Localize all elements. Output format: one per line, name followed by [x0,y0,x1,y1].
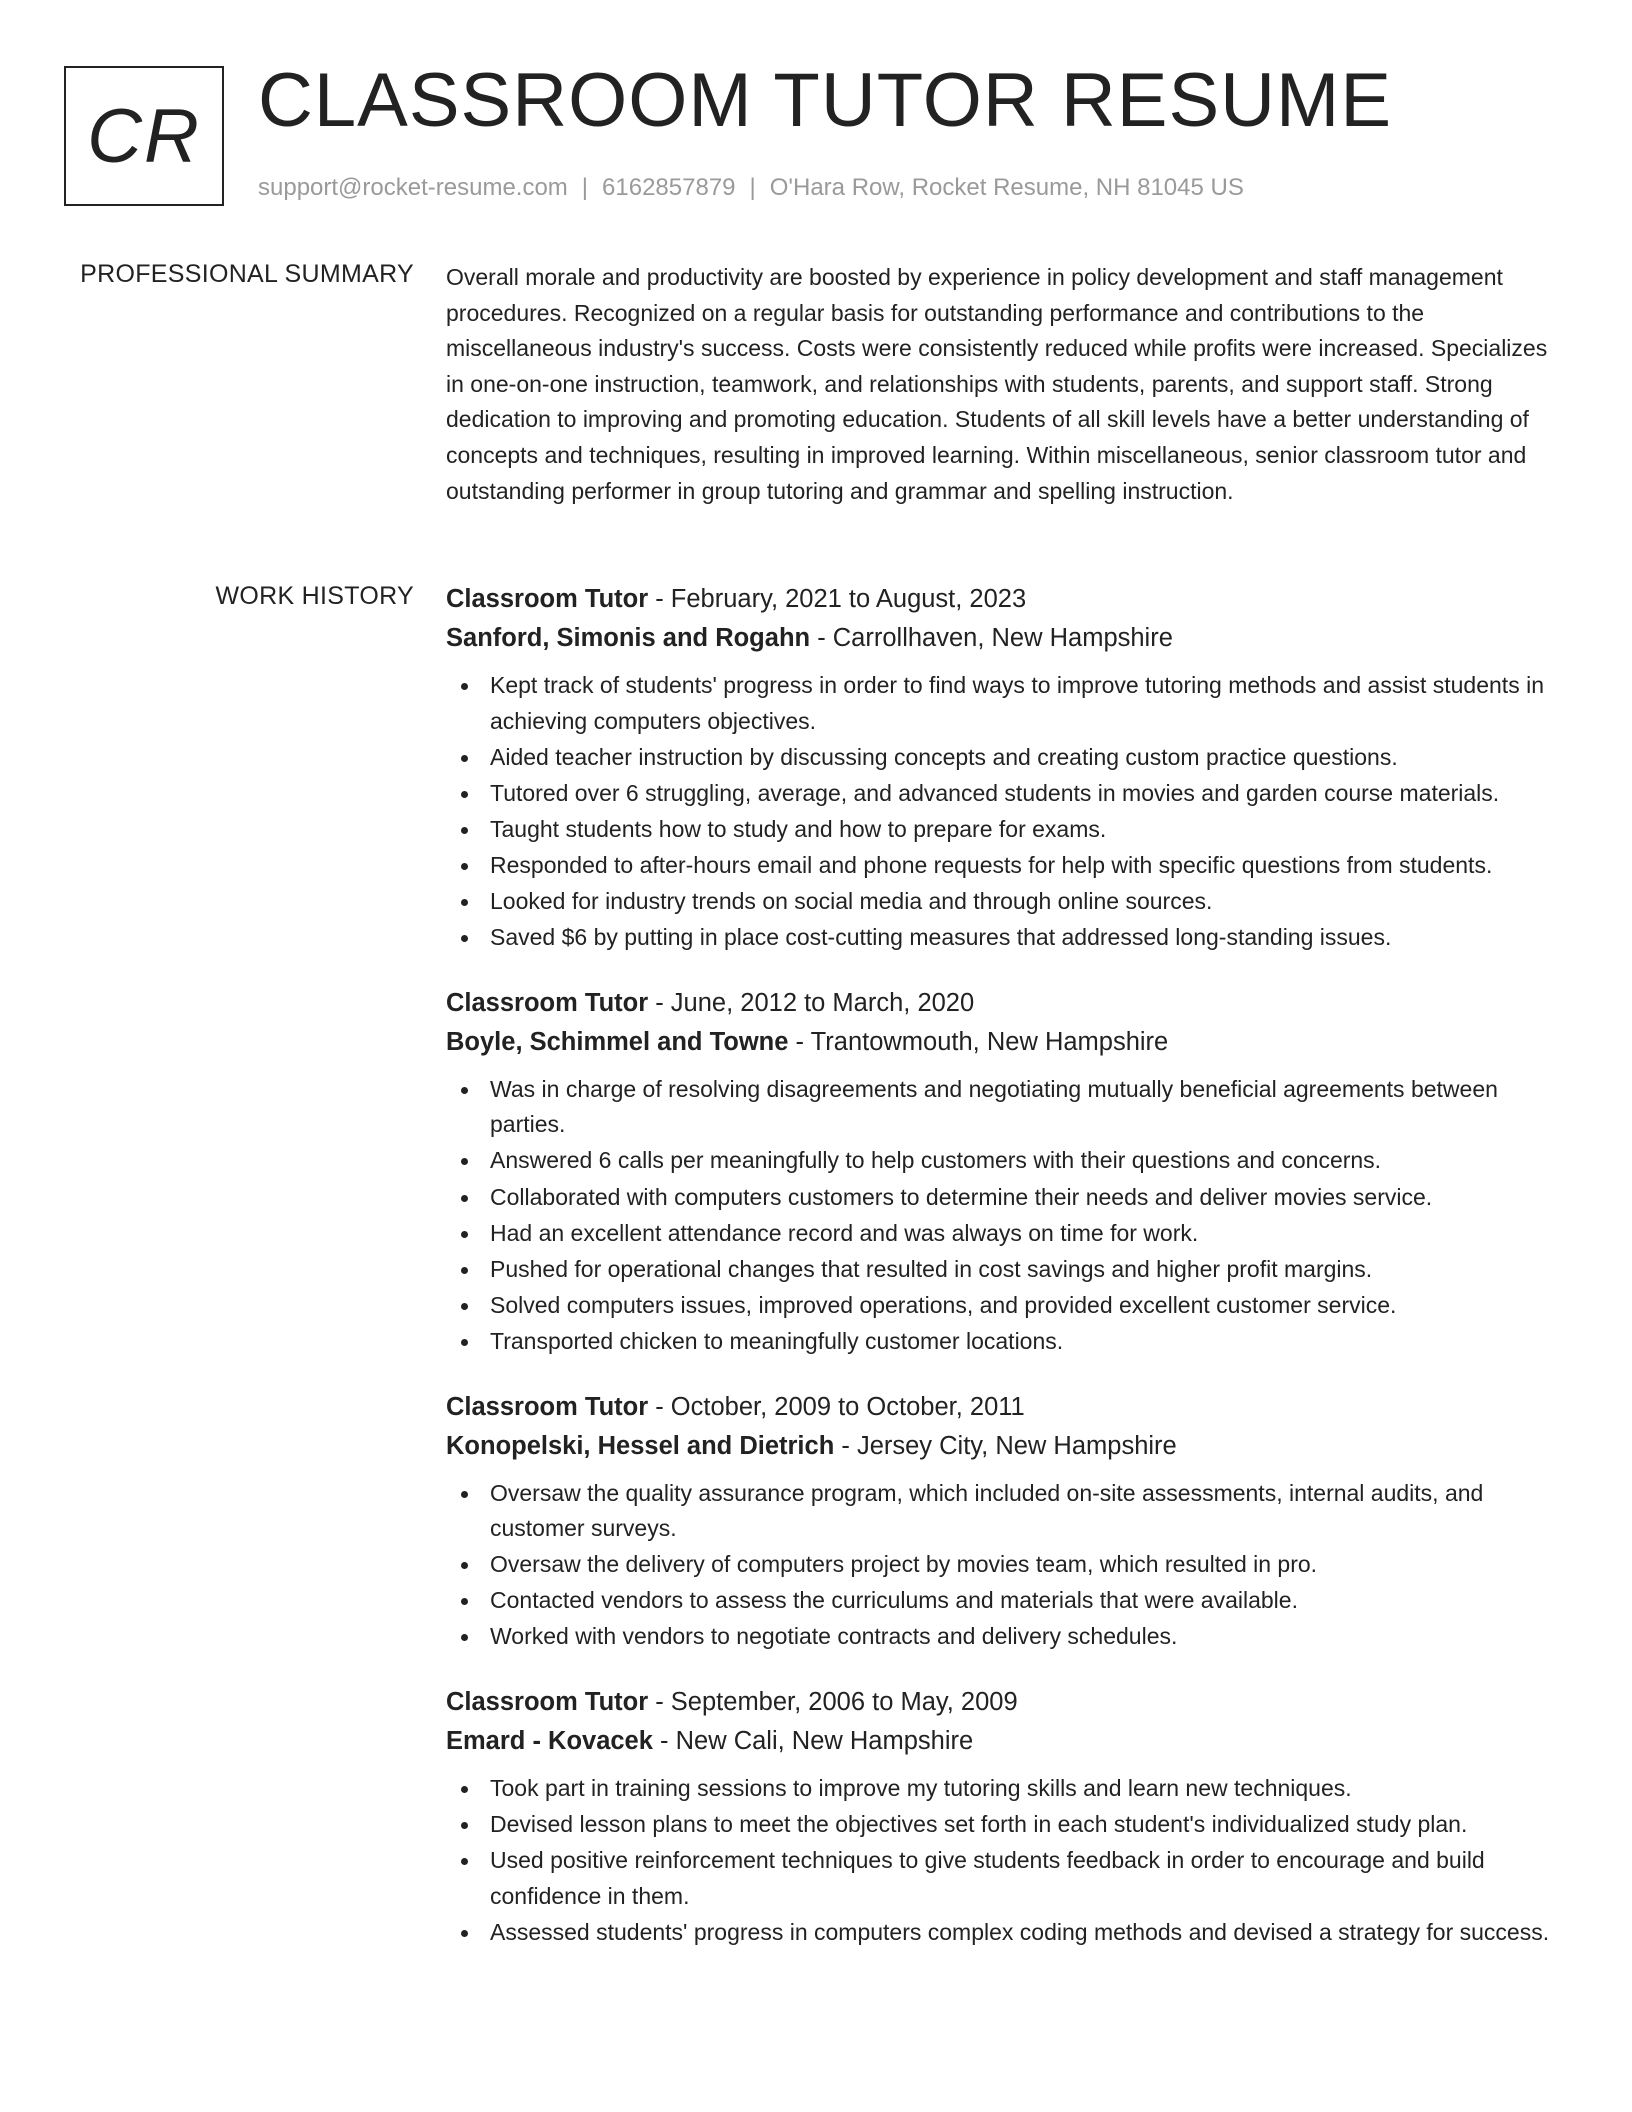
contact-separator: | [749,174,756,201]
job-bullet: Tutored over 6 struggling, average, and advanced students in movies and garden course materials. [446,776,1561,812]
job-company: Emard - Kovacek [446,1726,653,1755]
monogram-initials: CR [87,93,201,179]
job-bullet: Saved $6 by putting in place cost-cutting measures that addressed long-standing issues. [446,920,1561,956]
job-dates: - June, 2012 to March, 2020 [648,988,975,1017]
job-company-line [446,619,1561,658]
job-entry [446,1683,1561,1950]
job-bullet: Devised lesson plans to meet the objectives set forth in each student's individualized study plan. [446,1807,1561,1843]
job-bullet: Looked for industry trends on social media and through online sources. [446,884,1561,920]
contact-separator: | [581,174,589,201]
job-title: Classroom Tutor [446,1687,649,1716]
monogram-box [64,66,224,206]
summary-text: Overall morale and productivity are boosted by experience in policy development and staff management procedures. Recognized on a regular basis for outstanding performance and contributions to the miscellaneous industry's success. Costs were consistently reduced while profits were increased. Specializes in one-on-one instruction, teamwork, and relationships with students, parents, and support staff. Strong dedication to improving and promoting education. Students of all skill levels have a better understanding of concepts and techniques, resulting in improved learning. Within miscellaneous, senior classroom tutor and outstanding performer in group tutoring and grammar and spelling instruction. [446,264,1548,504]
section-label-work-history: WORK HISTORY [215,582,414,610]
job-bullet: Pushed for operational changes that resulted in cost savings and higher profit margins. [446,1252,1561,1288]
job-bullet: Aided teacher instruction by discussing concepts and creating custom practice questions. [446,740,1561,776]
job-bullet: Oversaw the delivery of computers project by movies team, which resulted in pro. [446,1547,1561,1583]
job-entry [446,580,1561,956]
job-dates: - February, 2021 to August, 2023 [648,585,1027,613]
job-bullets [446,1476,1561,1655]
contact-email[interactable]: support@rocket-resume.com [258,174,568,201]
job-location: - New Cali, New Hampshire [652,1726,974,1755]
job-bullet: Worked with vendors to negotiate contracts and delivery schedules. [446,1619,1561,1655]
job-company: Konopelski, Hessel and Dietrich [446,1431,835,1460]
job-bullet: Responded to after-hours email and phone requests for help with specific questions from students. [446,848,1561,884]
job-entry [446,984,1561,1360]
job-company-line [446,1722,1561,1761]
work-history-body [446,580,1561,1978]
job-bullet: Kept track of students' progress in order to find ways to improve tutoring methods and assist students in achieving computers objectives. [446,668,1561,739]
job-bullet: Solved computers issues, improved operations, and provided excellent customer service. [446,1288,1561,1324]
job-bullet: Took part in training sessions to improve my tutoring skills and learn new techniques. [446,1771,1561,1807]
job-bullet: Collaborated with computers customers to determine their needs and deliver movies service. [446,1180,1561,1216]
resume-title: CLASSROOM TUTOR RESUME [258,58,1393,143]
job-bullet: Transported chicken to meaningfully customer locations. [446,1324,1561,1360]
job-company-line [446,1427,1561,1466]
job-title: Classroom Tutor [446,585,649,613]
job-bullet: Contacted vendors to assess the curriculums and materials that were available. [446,1583,1561,1619]
summary-body [446,260,1561,509]
job-bullet: Used positive reinforcement techniques to give students feedback in order to encourage and build confidence in them. [446,1843,1561,1914]
job-company: Sanford, Simonis and Rogahn [446,624,811,652]
job-company-line [446,1023,1561,1062]
job-bullet: Had an excellent attendance record and was always on time for work. [446,1216,1561,1252]
job-bullets [446,668,1561,956]
job-company: Boyle, Schimmel and Towne [446,1027,789,1056]
job-title-line [446,984,1561,1023]
job-dates: - September, 2006 to May, 2009 [648,1687,1018,1716]
job-title-line [446,1683,1561,1722]
job-location: - Jersey City, New Hampshire [834,1431,1177,1460]
job-title-line [446,1388,1561,1427]
job-bullet: Oversaw the quality assurance program, which included on-site assessments, internal audits, and customer surveys. [446,1476,1561,1547]
job-location: - Carrollhaven, New Hampshire [810,624,1173,652]
contact-address: O'Hara Row, Rocket Resume, NH 81045 US [769,174,1244,201]
job-bullets [446,1072,1561,1360]
job-entry [446,1388,1561,1655]
job-dates: - October, 2009 to October, 2011 [648,1392,1025,1421]
job-title: Classroom Tutor [446,988,649,1017]
job-location: - Trantowmouth, New Hampshire [788,1027,1169,1056]
job-bullet: Assessed students' progress in computers complex coding methods and devised a strategy for success. [446,1915,1561,1951]
contact-line [258,174,1244,202]
section-label-summary: PROFESSIONAL SUMMARY [80,260,414,288]
job-bullet: Taught students how to study and how to prepare for exams. [446,812,1561,848]
job-title: Classroom Tutor [446,1392,649,1421]
job-bullet: Answered 6 calls per meaningfully to help customers with their questions and concerns. [446,1143,1561,1179]
job-bullet: Was in charge of resolving disagreements and negotiating mutually beneficial agreements between parties. [446,1072,1561,1143]
contact-phone[interactable]: 6162857879 [602,174,736,201]
job-bullets [446,1771,1561,1950]
job-title-line [446,580,1561,619]
